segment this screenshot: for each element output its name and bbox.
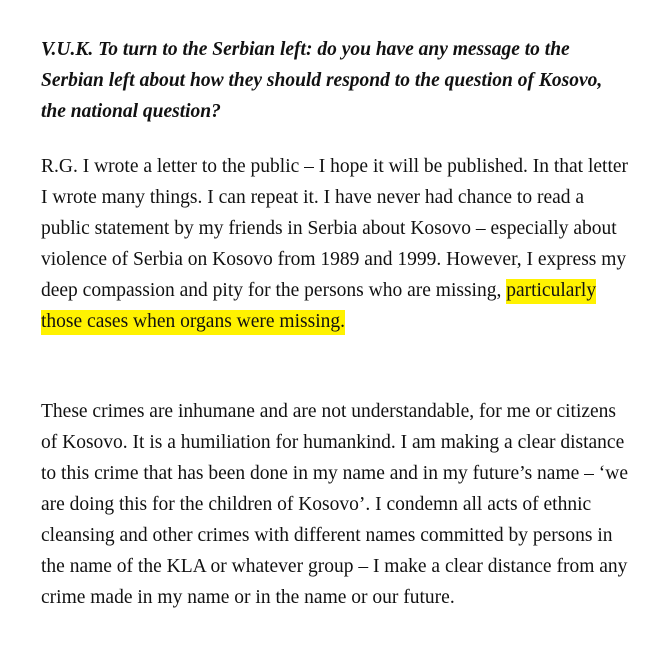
interview-question: V.U.K. To turn to the Serbian left: do you have any message to the Serbian left about how they should respond to the question of Kosovo, the national question? — [41, 39, 603, 122]
previous-line-cut-off — [41, 0, 339, 4]
answer-paragraph-1 — [41, 151, 631, 337]
highlighted-text: particularly those cases when organs were missing. — [41, 279, 596, 335]
answer-paragraph-2: These crimes are inhumane and are not understandable, for me or citizens of Kosovo. It is a humiliation for humankind. I am making a clear distance to this crime that has been done in my name and in my future’s name – ‘we are doing this for the children of Kosovo’. I condemn all acts of ethnic cleansing and other crimes with different names committed by persons in the name of the KLA or whatever group – I make a clear distance from any crime made in my name or in the name or our future. — [41, 401, 629, 608]
answer-text: R.G. I wrote a letter to the public – I hope it will be published. In that letter I wrote many things. I can repeat it. I have never had chance to read a public statement by my friends in Serbia about Kosovo – especially about violence of Serbia on Kosovo from 1989 and 1999. However, I express my deep compassion and pity for the persons who are missing, — [41, 156, 629, 301]
